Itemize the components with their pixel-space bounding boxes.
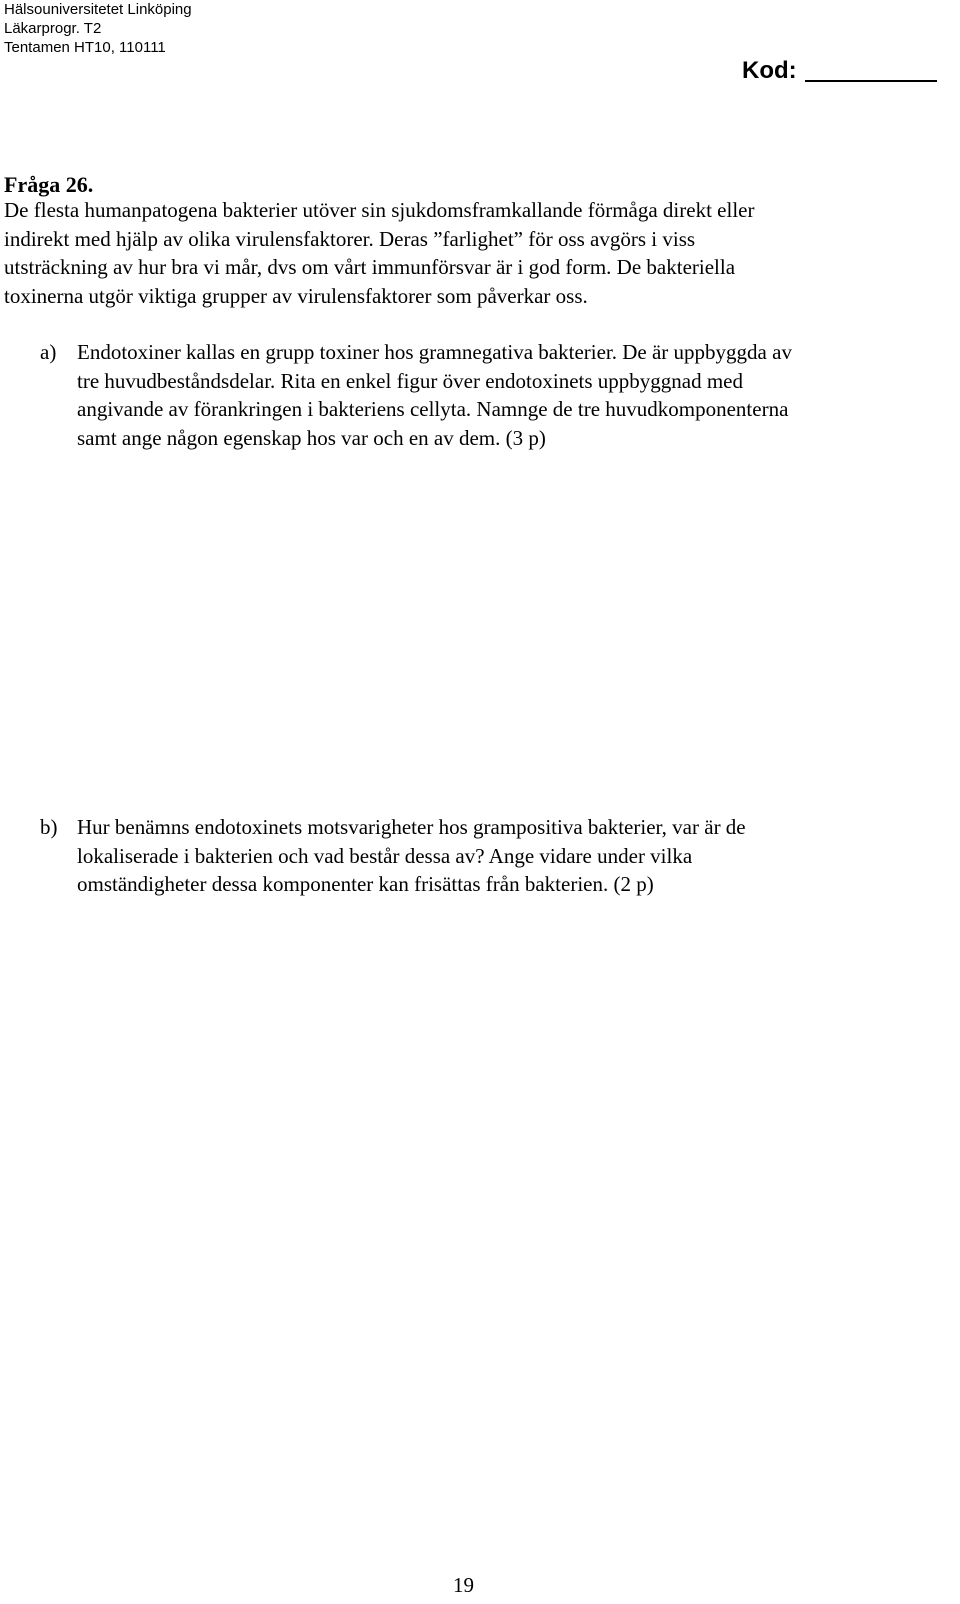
part-a-marker: a) bbox=[40, 340, 57, 364]
part-b-text bbox=[77, 813, 746, 899]
intro-line: utsträckning av hur bra vi mår, dvs om vårt immunförsvar är i god form. De bakteriella bbox=[4, 255, 736, 279]
part-b-line: omständigheter dessa komponenter kan frisättas från bakterien. (2 p) bbox=[77, 872, 654, 896]
question-title: Fråga 26. bbox=[4, 172, 94, 197]
part-a-text bbox=[77, 338, 792, 452]
intro-line: De flesta humanpatogena bakterier utöver sin sjukdomsframkallande förmåga direkt eller bbox=[4, 198, 755, 222]
part-b-line: Hur benämns endotoxinets motsvarigheter hos grampositiva bakterier, var är de bbox=[77, 815, 746, 839]
exam-header bbox=[4, 0, 192, 57]
part-a-line: tre huvudbeståndsdelar. Rita en enkel figur över endotoxinets uppbyggnad med bbox=[77, 368, 744, 393]
part-a-line: angivande av förankringen i bakteriens cellyta. Namnge de tre huvudkomponenterna bbox=[77, 397, 789, 421]
part-b-line: lokaliserade i bakterien och vad består dessa av? Ange vidare under vilka bbox=[77, 843, 693, 868]
exam-date: Tentamen HT10, 110111 bbox=[4, 39, 166, 56]
question-intro bbox=[4, 196, 904, 310]
page-number: 19 bbox=[453, 1573, 474, 1597]
part-a-line: samt ange någon egenskap hos var och en av dem. (3 p) bbox=[77, 425, 546, 450]
code-answer-line bbox=[805, 80, 937, 82]
code-label: Kod: bbox=[742, 57, 797, 84]
intro-line: indirekt med hjälp av olika virulensfaktorer. Deras ”farlighet” för oss avgörs i viss bbox=[4, 226, 696, 251]
program-name: Läkarprogr. T2 bbox=[4, 20, 102, 37]
intro-line: toxinerna utgör viktiga grupper av virulensfaktorer som påverkar oss. bbox=[4, 283, 588, 308]
part-b-marker: b) bbox=[40, 815, 58, 839]
university-name: Hälsouniversitetet Linköping bbox=[4, 1, 192, 18]
part-a-line: Endotoxiner kallas en grupp toxiner hos gramnegativa bakterier. De är uppbyggda av bbox=[77, 340, 792, 364]
